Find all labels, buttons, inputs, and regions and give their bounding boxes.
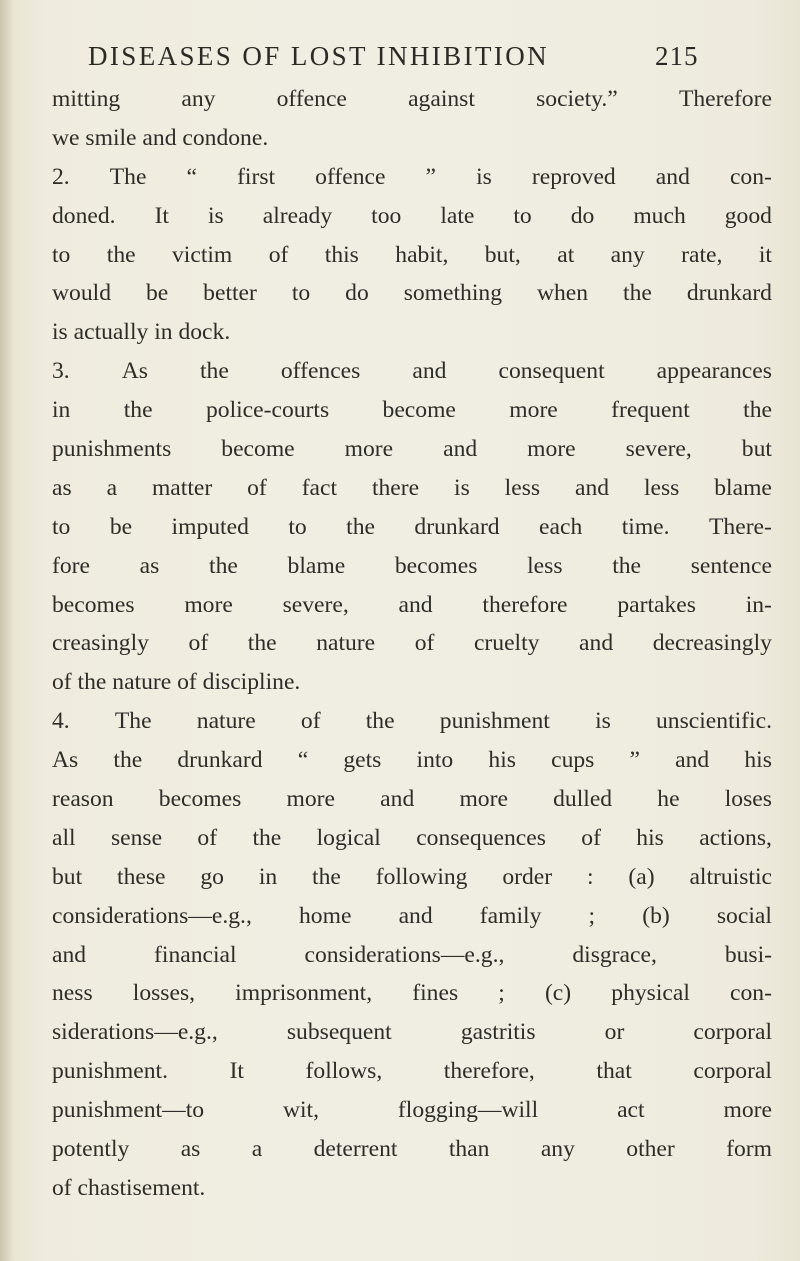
word: subsequent [286,1019,392,1046]
word: doned. [52,202,116,229]
word: of [300,708,321,735]
word: something [403,280,503,307]
text-line [52,936,772,975]
word: would [52,280,111,307]
word: punishment [439,708,550,735]
word: “ [186,163,197,190]
page-number: 215 [655,41,699,71]
word: as [52,474,72,501]
word: of [268,241,289,268]
word: becomes [158,786,242,813]
word: any [610,241,645,268]
word: and [398,902,433,929]
word: the [346,513,375,540]
word: to [52,241,71,268]
word: is [207,202,224,229]
word: offences [280,358,361,385]
word: The [114,708,152,735]
word: more [459,786,508,813]
word: fines [412,980,459,1007]
word: logical [316,824,381,851]
word: and [574,474,610,501]
word: ness [52,980,93,1007]
word: siderations—e.g., [52,1019,218,1046]
word: busi- [724,941,772,968]
word: nature [196,708,256,735]
word: any [540,1136,575,1163]
text-line [52,897,772,936]
text-line: we smile and condone. [52,124,269,151]
word: less [527,552,563,579]
word: corporal [693,1058,772,1085]
word: other [626,1136,675,1163]
word: mitting [52,86,121,112]
word: but [52,863,83,890]
word: con- [730,980,772,1007]
text-line [52,508,772,547]
word: As [52,747,79,774]
word: punishment. [52,1058,168,1085]
word: in [52,397,71,424]
word: less [643,474,680,501]
word: appearances [656,358,772,385]
word: and [412,358,447,385]
word: sense [110,824,163,851]
text-line [52,974,772,1013]
text-line [52,197,772,236]
word: and [675,747,710,774]
word: loses [724,786,772,813]
word: physical [611,980,690,1007]
text-line [52,430,772,469]
word: deterrent [313,1136,398,1163]
word: at [557,241,575,268]
word: is [454,474,470,501]
word: rate, [681,241,723,268]
word: ” [629,747,640,774]
word: con- [729,163,772,190]
word: this [324,241,359,268]
word: police-courts [205,397,330,424]
word: less [504,474,541,501]
word: actions, [699,824,772,851]
word: be [109,513,133,540]
word: sentence [690,552,772,579]
text-line [52,391,772,430]
word: drunkard [414,513,500,540]
text-line [52,236,772,275]
word: The [109,163,147,190]
word: consequences [416,824,546,851]
text-line [52,624,772,663]
word: more [286,786,335,813]
word: more [344,436,394,463]
word: the [113,747,143,774]
word: considerations—e.g., [304,941,505,968]
text-line [52,1130,772,1169]
word: drunkard [686,280,772,307]
word: the [252,824,282,851]
text-line [52,274,772,313]
word: wit, [282,1097,320,1124]
word: he [657,786,680,813]
word: time. [621,513,670,540]
word: financial [154,941,237,968]
word: the [365,708,395,735]
word: already [262,202,333,229]
word: reproved [531,163,616,190]
word: be [145,280,169,307]
body-text [52,80,772,1208]
word: of [247,474,267,501]
word: is [476,163,492,190]
word: against [408,86,475,112]
word: social [716,902,772,929]
word: but, [484,241,521,268]
word: therefore [482,591,568,618]
word: creasingly [52,630,149,657]
running-head: DISEASES OF LOST INHIBITION [88,41,550,71]
word: altruistic [689,863,772,890]
word: 2. [52,163,70,190]
word: his [636,824,664,851]
text-line [52,469,772,508]
text-line [52,80,772,119]
word: cruelty [473,630,540,657]
text-line: of chastisement. [52,1174,206,1201]
word: It [154,202,169,229]
word: imputed [171,513,249,540]
word: family [479,902,542,929]
word: blame [287,552,346,579]
word: a [251,1136,263,1163]
text-line [52,547,772,586]
word: all [52,824,76,851]
text-line [52,819,772,858]
text-line [52,586,772,625]
word: as [180,1136,201,1163]
word: ; [588,902,596,929]
spine-shadow [0,0,14,1261]
word: any [181,86,216,112]
word: consequent [498,358,605,385]
word: victim [172,241,233,268]
word: unscientific. [656,708,772,735]
word: his [488,747,516,774]
word: (b) [642,902,670,929]
word: there [371,474,420,501]
word: drunkard [177,747,263,774]
word: to [52,513,71,540]
word: of [188,630,209,657]
word: his [744,747,772,774]
word: is [595,708,611,735]
word: more [509,397,558,424]
word: the [743,397,772,424]
text-line [52,741,772,780]
word: habit, [395,241,449,268]
page-header [0,36,800,76]
word: the [200,358,229,385]
word: therefore, [443,1058,535,1085]
word: severe, [282,591,349,618]
word: gets [343,747,382,774]
word: more [723,1097,772,1124]
text-line [52,858,772,897]
text-line [52,352,772,391]
word: become [221,436,295,463]
text-line [52,1052,772,1091]
word: and [52,941,87,968]
word: disgrace, [572,941,657,968]
word: as [139,552,160,579]
word: following [375,863,468,890]
word: more [184,591,233,618]
word: punishment—to [52,1097,205,1124]
text-line [52,1091,772,1130]
word: and [398,591,433,618]
word: matter [151,474,213,501]
word: 4. [52,708,70,735]
word: too [371,202,402,229]
word: society.” [536,86,618,112]
word: much [633,202,686,229]
word: flogging—will [397,1097,539,1124]
word: or [604,1019,625,1046]
word: and [380,786,415,813]
word: to [513,202,532,229]
word: the [247,630,277,657]
word: become [382,397,456,424]
word: ” [425,163,436,190]
word: do [345,280,369,307]
word: Therefore [678,86,772,112]
word: As [121,358,148,385]
word: offence [315,163,386,190]
word: the [623,280,652,307]
text-line [52,158,772,197]
word: the [123,397,153,424]
word: good [724,202,772,229]
word: partakes [617,591,696,618]
word: and [443,436,478,463]
word: and [655,163,690,190]
word: that [596,1058,632,1085]
word: late [440,202,475,229]
word: a [106,474,118,501]
word: it [758,241,772,268]
word: of [581,824,601,851]
word: the [209,552,238,579]
word: gastritis [460,1019,536,1046]
word: into [416,747,454,774]
word: becomes [52,591,135,618]
word: nature [316,630,376,657]
text-line: of the nature of discipline. [52,669,301,696]
word: potently [52,1136,130,1163]
word: 3. [52,358,70,385]
word: these [117,863,166,890]
word: when [536,280,589,307]
word: act [617,1097,645,1124]
word: to [291,280,311,307]
word: blame [714,474,772,501]
text-line: is actually in dock. [52,319,231,346]
word: corporal [693,1019,772,1046]
word: decreasingly [652,630,772,657]
word: each [539,513,583,540]
word: to [288,513,307,540]
word: than [448,1136,490,1163]
word: more [527,436,576,463]
word: There- [709,513,772,540]
word: (c) [544,980,572,1007]
text-line [52,1013,772,1052]
word: frequent [611,397,690,424]
word: fore [52,552,90,579]
word: home [299,902,352,929]
text-line [52,702,772,741]
word: of [414,630,435,657]
word: go [200,863,224,890]
word: : [586,863,594,890]
word: the [106,241,136,268]
word: do [570,202,595,229]
word: imprisonment, [235,980,373,1007]
word: cups [551,747,595,774]
word: fact [301,474,338,501]
word: offence [276,86,347,112]
word: the [612,552,642,579]
word: order [502,863,553,890]
word: reason [52,786,114,813]
word: the [312,863,341,890]
word: (a) [628,863,655,890]
word: severe, [625,436,692,463]
word: form [726,1136,772,1163]
word: losses, [132,980,196,1007]
word: becomes [394,552,478,579]
word: in- [745,591,772,618]
word: punishments [52,436,172,463]
word: follows, [305,1058,383,1085]
word: in [258,863,278,890]
word: of [197,824,218,851]
word: “ [297,747,309,774]
word: but [741,436,772,463]
word: and [579,630,614,657]
word: dulled [553,786,613,813]
word: ; [498,980,505,1007]
word: better [203,280,257,307]
word: first [237,163,276,190]
word: considerations—e.g., [52,902,252,929]
text-line [52,780,772,819]
word: It [229,1058,244,1085]
